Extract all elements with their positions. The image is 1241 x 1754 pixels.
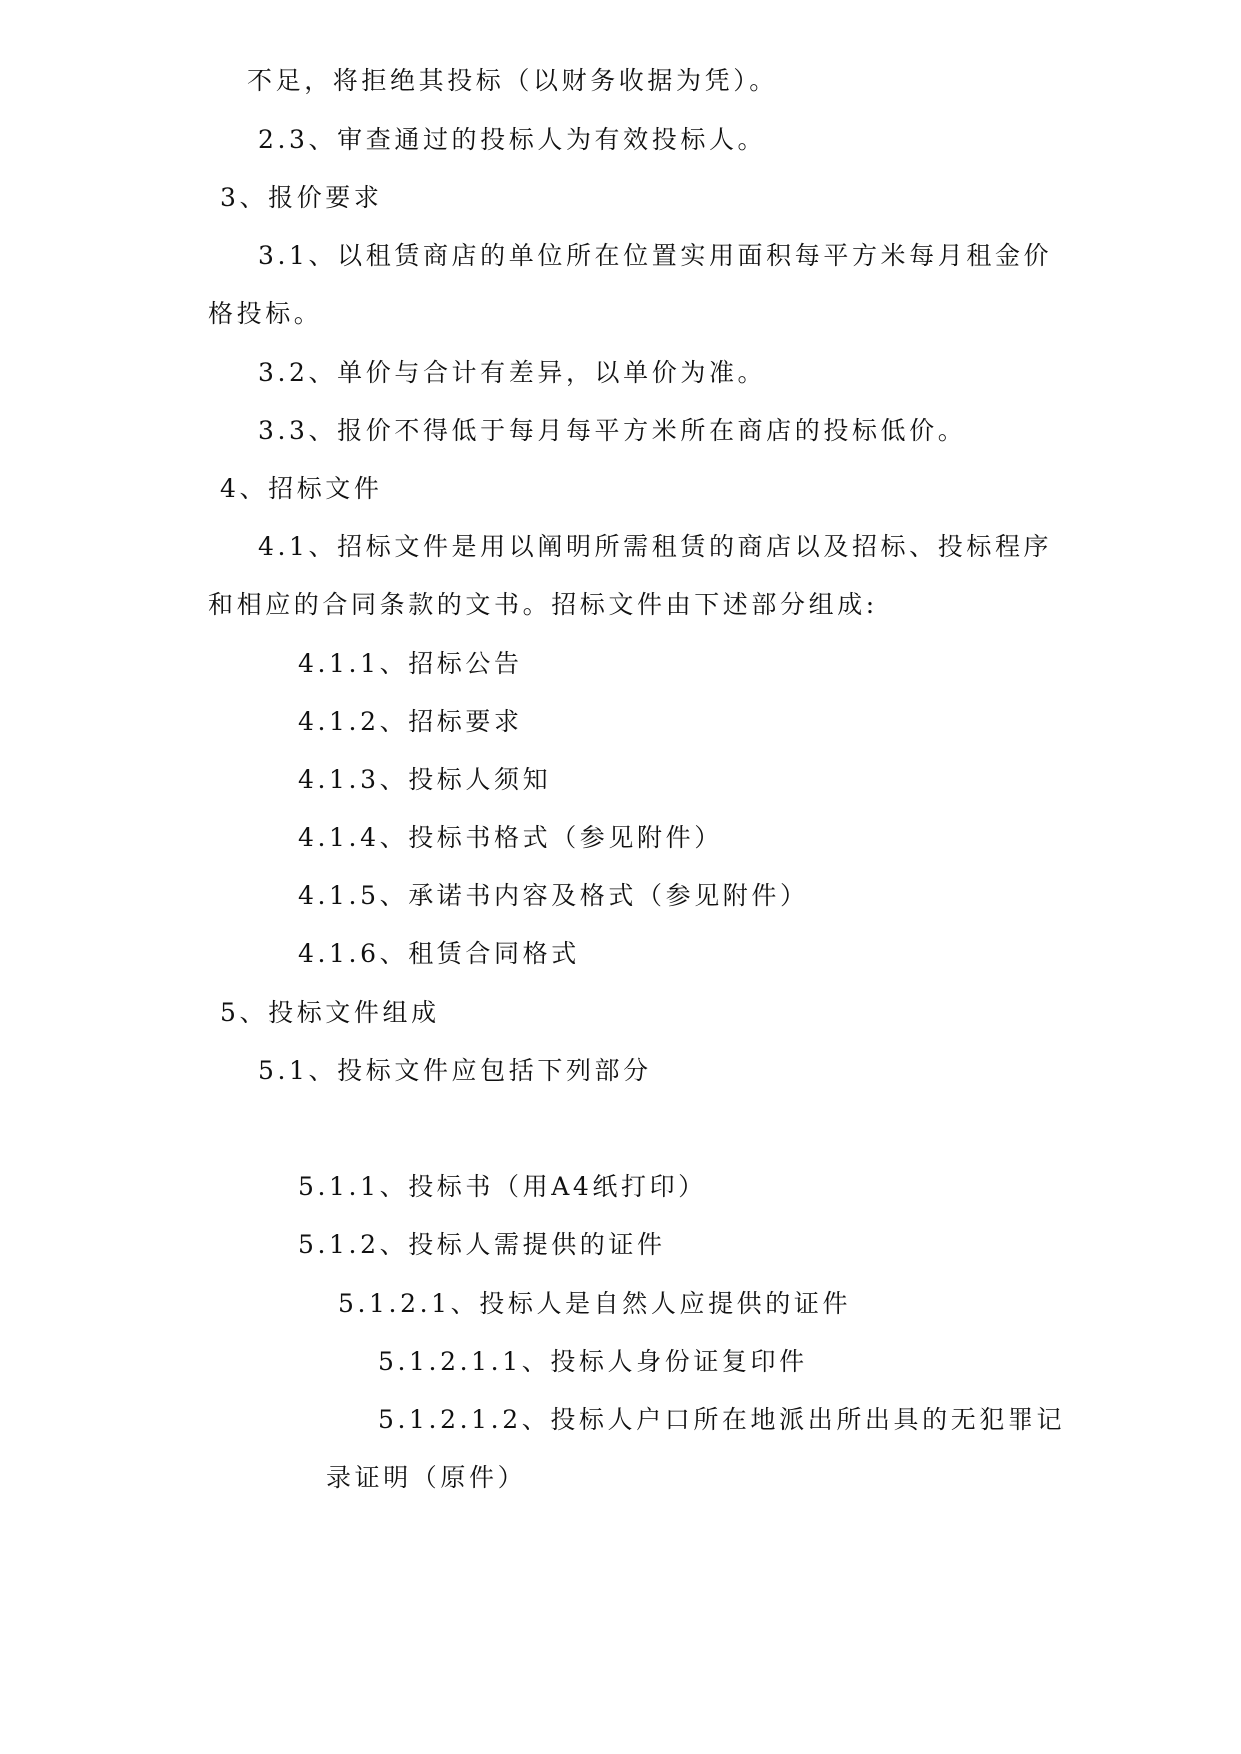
list-item: 5.1.2、投标人需提供的证件: [298, 1230, 666, 1259]
body-line: 和相应的合同条款的文书。招标文件由下述部分组成:: [208, 590, 878, 619]
section-heading: 3、报价要求: [220, 183, 383, 212]
list-item: 4.1.6、租赁合同格式: [298, 939, 580, 968]
clause-line: 3.1、以租赁商店的单位所在位置实用面积每平方米每月租金价: [258, 241, 1053, 270]
list-item: 5.1.1、投标书（用A4纸打印）: [298, 1172, 707, 1201]
list-item: 4.1.5、承诺书内容及格式（参见附件）: [298, 881, 809, 910]
clause-line: 2.3、审查通过的投标人为有效投标人。: [258, 125, 767, 154]
sub-sub-list-item: 5.1.2.1.2、投标人户口所在地派出所出具的无犯罪记: [378, 1405, 1066, 1434]
section-heading: 5、投标文件组成: [220, 998, 440, 1027]
section-heading: 4、招标文件: [220, 474, 383, 503]
clause-line: 3.2、单价与合计有差异，以单价为准。: [258, 358, 767, 387]
body-line: 格投标。: [208, 299, 323, 328]
body-line: 不足，将拒绝其投标（以财务收据为凭）。: [247, 66, 778, 95]
sub-list-item: 5.1.2.1、投标人是自然人应提供的证件: [338, 1289, 852, 1318]
clause-line: 3.3、报价不得低于每月每平方米所在商店的投标低价。: [258, 416, 967, 445]
list-item: 4.1.4、投标书格式（参见附件）: [298, 823, 723, 852]
list-item: 4.1.3、投标人须知: [298, 765, 552, 794]
list-item: 4.1.1、招标公告: [298, 649, 523, 678]
clause-line: 5.1、投标文件应包括下列部分: [258, 1056, 652, 1085]
clause-line: 4.1、招标文件是用以阐明所需租赁的商店以及招标、投标程序: [258, 532, 1053, 561]
body-line: 录证明（原件）: [326, 1463, 527, 1492]
sub-sub-list-item: 5.1.2.1.1、投标人身份证复印件: [378, 1347, 808, 1376]
list-item: 4.1.2、招标要求: [298, 707, 523, 736]
